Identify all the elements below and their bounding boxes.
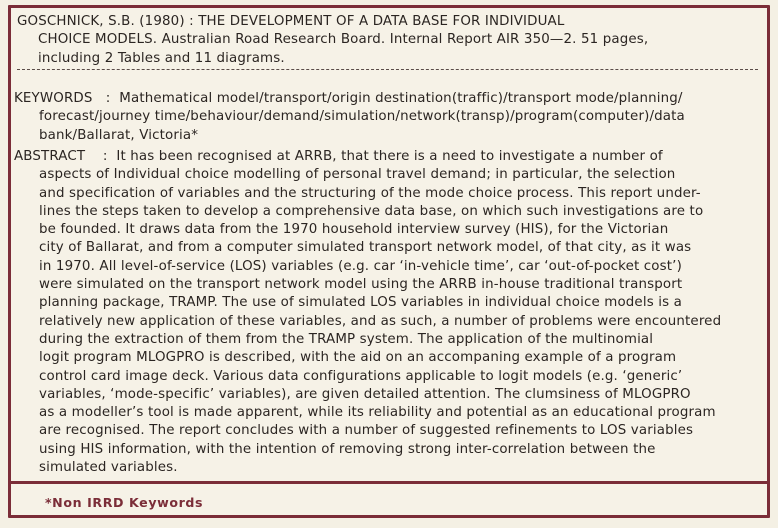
citation-line: CHOICE MODELS. Australian Road Research Board. Internal Report AIR 350—2. 51 pages, [38,32,649,48]
abstract-label: ABSTRACT [14,149,86,164]
abstract-line: city of Ballarat, and from a computer simulated transport network model, of that city, as it was [39,240,692,256]
citation [17,13,757,68]
abstract-line: during the extraction of them from the TRAMP system. The application of the multinomial [39,331,654,347]
abstract-content [11,8,767,484]
abstract-card [8,5,770,518]
abstract-line: and specification of variables and the structuring of the mode choice process. This report under- [39,185,701,201]
abstract-line: as a modeller’s tool is made apparent, while its reliability and potential as an educational program [39,405,716,421]
abstract-separator: : [102,149,108,164]
citation-line: including 2 Tables and 11 diagrams. [38,50,285,66]
abstract-line: in 1970. All level-of-service (LOS) variables (e.g. car ‘in-vehicle time’, car ‘out-of-pocket cost’) [39,258,682,274]
abstract-line: planning package, TRAMP. The use of simulated LOS variables in individual choice models is a [39,295,682,311]
abstract-line: be founded. It draws data from the 1970 household interview survey (HIS), for the Victorian [39,222,669,238]
abstract-line: using HIS information, with the intention of removing strong inter-correlation between the [39,441,656,457]
abstract-section [14,148,762,477]
footnote-non-irrd-keywords: *Non IRRD Keywords [45,495,204,510]
abstract-line: relatively new application of these variables, and as such, a number of problems were encountered [39,313,722,329]
abstract-line: logit program MLOGPRO is described, with the aid on an accompaning example of a program [39,350,677,366]
abstract-line: are recognised. The report concludes with a number of suggested refinements to LOS variables [39,423,694,439]
abstract-line: aspects of Individual choice modelling of personal travel demand; in particular, the selection [39,167,676,183]
abstract-line: simulated variables. [39,460,178,476]
abstract-line: were simulated on the transport network model using the ARRB in-house traditional transport [39,277,683,293]
keywords-label: KEYWORDS [14,91,93,106]
abstract-line: It has been recognised at ARRB, that there is a need to investigate a number of [116,149,663,164]
keywords-line: Mathematical model/transport/origin destination(traffic)/transport mode/planning/ [119,91,683,106]
keywords-line: forecast/journey time/behaviour/demand/simulation/network(transp)/program(computer)/data [39,109,685,125]
dashed-divider [17,69,758,70]
keywords-separator: : [105,91,111,106]
abstract-line: variables, ‘mode-specific’ variables), are given detailed attention. The clumsiness of MLOGPRO [39,386,691,402]
abstract-line: lines the steps taken to develop a comprehensive data base, on which such investigations are to [39,203,704,219]
abstract-line: control card image deck. Various data configurations applicable to logit models (e.g. ‘generic’ [39,368,683,384]
citation-line: GOSCHNICK, S.B. (1980) : THE DEVELOPMENT OF A DATA BASE FOR INDIVIDUAL [17,14,565,29]
keywords-line: bank/Ballarat, Victoria* [39,127,199,143]
keywords-section [14,90,762,145]
